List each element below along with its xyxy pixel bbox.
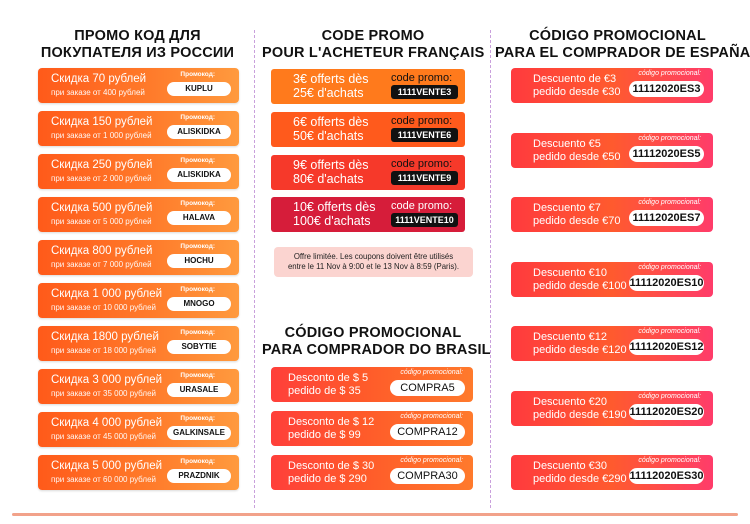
spain-coupon[interactable] xyxy=(511,133,713,168)
russia-coupon[interactable] xyxy=(38,111,239,146)
spain-coupon[interactable] xyxy=(511,68,713,103)
promo-code-label: Промокод: xyxy=(180,458,215,465)
russia-coupon[interactable] xyxy=(38,326,239,361)
promo-code-label: código promocional: xyxy=(400,413,463,420)
coupon-text: Desconto de $ 5 pedido de $ 35 xyxy=(288,372,369,397)
promo-code-label: código promocional: xyxy=(638,135,701,142)
promo-code-label: código promocional: xyxy=(638,199,701,206)
promo-code[interactable]: 11112020ES5 xyxy=(629,146,704,162)
promo-code-label: Промокод: xyxy=(180,415,215,422)
coupon-text: 9€ offerts dès 80€ d'achats xyxy=(293,158,369,186)
spain-coupon[interactable] xyxy=(511,262,713,297)
russia-coupon[interactable] xyxy=(38,455,239,490)
coupon-text: 10€ offerts dès 100€ d'achats xyxy=(293,200,376,228)
promo-code-label: código promocional: xyxy=(638,70,701,77)
promo-code-label: código promocional: xyxy=(400,457,463,464)
france-coupon[interactable] xyxy=(271,155,465,190)
coupon-text: Descuento de €3 pedido desde €30 xyxy=(533,73,621,98)
russia-coupon[interactable] xyxy=(38,369,239,404)
promo-code[interactable]: 11112020ES7 xyxy=(629,210,704,226)
promo-code[interactable]: ALISKIDKA xyxy=(167,168,231,182)
coupon-condition: при заказе от 400 рублей xyxy=(51,88,145,97)
russia-title: ПРОМО КОД ДЛЯ ПОКУПАТЕЛЯ ИЗ РОССИИ xyxy=(40,28,235,61)
coupon-text: Descuento €30 pedido desde €290 xyxy=(533,460,627,485)
promo-code[interactable]: 1111VENTE3 xyxy=(391,85,458,99)
promo-code-label: code promo: xyxy=(391,158,453,170)
promo-code[interactable]: 11112020ES20 xyxy=(629,406,704,418)
coupon-condition: при заказе от 35 000 рублей xyxy=(51,389,156,398)
brazil-coupon[interactable] xyxy=(271,411,473,446)
promo-code-label: código promocional: xyxy=(638,457,701,464)
promo-code[interactable]: URASALE xyxy=(167,383,231,397)
coupon-text: Descuento €12 pedido desde €120 xyxy=(533,331,627,356)
coupon-condition: при заказе от 45 000 рублей xyxy=(51,432,156,441)
coupon-condition: при заказе от 10 000 рублей xyxy=(51,303,156,312)
promo-code[interactable]: GALKINSALE xyxy=(167,426,231,440)
promo-code[interactable]: PRAZDNIK xyxy=(167,469,231,483)
promo-code-label: Промокод: xyxy=(180,157,215,164)
promo-code-label: código promocional: xyxy=(638,264,701,271)
spain-title: CÓDIGO PROMOCIONAL PARA EL COMPRADOR DE ESPAÑA xyxy=(495,28,750,61)
france-coupon[interactable] xyxy=(271,197,465,232)
coupon-text: 6€ offerts dès 50€ d'achats xyxy=(293,115,369,143)
coupon-text: Desconto de $ 30 pedido de $ 290 xyxy=(288,460,375,485)
coupon-condition: при заказе от 60 000 рублей xyxy=(51,475,156,484)
coupon-text: Descuento €20 pedido desde €190 xyxy=(533,396,627,421)
coupon-condition: при заказе от 2 000 рублей xyxy=(51,174,152,183)
coupon-text: 3€ offerts dès 25€ d'achats xyxy=(293,72,369,100)
promo-code-label: Промокод: xyxy=(180,286,215,293)
spain-coupon[interactable] xyxy=(511,197,713,232)
promo-code-label: Промокод: xyxy=(180,372,215,379)
coupon-amount: Скидка 800 рублей xyxy=(51,245,153,257)
coupon-condition: при заказе от 5 000 рублей xyxy=(51,217,152,226)
france-coupon[interactable] xyxy=(271,112,465,147)
france-title: CODE PROMO POUR L'ACHETEUR FRANÇAIS xyxy=(262,28,485,61)
promo-code-label: código promocional: xyxy=(400,369,463,376)
promo-code-label: Промокод: xyxy=(180,114,215,121)
promo-code[interactable]: 11112020ES3 xyxy=(629,81,704,97)
bottom-border xyxy=(12,513,738,516)
spain-coupon[interactable] xyxy=(511,326,713,361)
russia-coupon[interactable] xyxy=(38,283,239,318)
brazil-coupon[interactable] xyxy=(271,367,473,402)
russia-coupon[interactable] xyxy=(38,154,239,189)
promo-code[interactable]: HOCHU xyxy=(167,254,231,268)
brazil-title: CÓDIGO PROMOCIONAL PARA COMPRADOR DO BRASIL xyxy=(262,325,491,358)
promo-code[interactable]: COMPRA12 xyxy=(390,424,465,440)
promo-code[interactable]: 1111VENTE9 xyxy=(391,171,458,185)
coupon-amount: Скидка 1800 рублей xyxy=(51,331,159,343)
russia-coupon[interactable] xyxy=(38,68,239,103)
promo-code[interactable]: KUPLU xyxy=(167,82,231,96)
russia-coupon[interactable] xyxy=(38,240,239,275)
promo-code-label: Промокод: xyxy=(180,200,215,207)
promo-code[interactable]: COMPRA30 xyxy=(390,468,465,484)
coupon-amount: Скидка 250 рублей xyxy=(51,159,153,171)
coupon-text: Descuento €10 pedido desde €100 xyxy=(533,267,627,292)
promo-code[interactable]: SOBYTIE xyxy=(167,340,231,354)
promo-code[interactable]: 11112020ES30 xyxy=(629,470,704,482)
coupon-text: Descuento €7 pedido desde €70 xyxy=(533,202,621,227)
promo-code-label: code promo: xyxy=(391,72,453,84)
limited-offer-notice: Offre limitée. Les coupons doivent être utilisés entre le 11 Nov à 9:00 et le 13 Nov à 8:59 (Paris). xyxy=(274,247,473,277)
coupon-amount: Скидка 150 рублей xyxy=(51,116,153,128)
coupon-amount: Скидка 1 000 рублей xyxy=(51,288,163,300)
promo-code-label: Промокод: xyxy=(180,329,215,336)
france-coupon[interactable] xyxy=(271,69,465,104)
russia-coupon[interactable] xyxy=(38,412,239,447)
promo-code[interactable]: COMPRA5 xyxy=(390,380,465,396)
russia-coupon[interactable] xyxy=(38,197,239,232)
promo-code[interactable]: ALISKIDKA xyxy=(167,125,231,139)
promo-code-label: código promocional: xyxy=(638,328,701,335)
promo-code-label: Промокод: xyxy=(180,243,215,250)
promo-code[interactable]: 1111VENTE10 xyxy=(391,213,458,227)
coupon-text: Descuento €5 pedido desde €50 xyxy=(533,138,621,163)
promo-code[interactable]: MNOGO xyxy=(167,297,231,311)
coupon-text: Desconto de $ 12 pedido de $ 99 xyxy=(288,416,375,441)
brazil-coupon[interactable] xyxy=(271,455,473,490)
promo-code-label: code promo: xyxy=(391,115,453,127)
promo-code[interactable]: 1111VENTE6 xyxy=(391,128,458,142)
spain-coupon[interactable] xyxy=(511,391,713,426)
promo-code[interactable]: HALAVA xyxy=(167,211,231,225)
promo-code[interactable]: 11112020ES10 xyxy=(629,277,704,289)
column-divider-left xyxy=(254,30,255,508)
coupon-condition: при заказе от 18 000 рублей xyxy=(51,346,156,355)
column-divider-right xyxy=(490,30,491,508)
coupon-amount: Скидка 500 рублей xyxy=(51,202,153,214)
spain-coupon[interactable] xyxy=(511,455,713,490)
promo-code-label: código promocional: xyxy=(638,393,701,400)
coupon-condition: при заказе от 1 000 рублей xyxy=(51,131,152,140)
coupon-condition: при заказе от 7 000 рублей xyxy=(51,260,152,269)
coupon-amount: Скидка 5 000 рублей xyxy=(51,460,163,472)
coupon-amount: Скидка 70 рублей xyxy=(51,73,147,85)
promo-code[interactable]: 11112020ES12 xyxy=(629,341,704,353)
coupon-amount: Скидка 4 000 рублей xyxy=(51,417,163,429)
promo-code-label: Промокод: xyxy=(180,71,215,78)
promo-code-label: code promo: xyxy=(391,200,453,212)
coupon-amount: Скидка 3 000 рублей xyxy=(51,374,163,386)
